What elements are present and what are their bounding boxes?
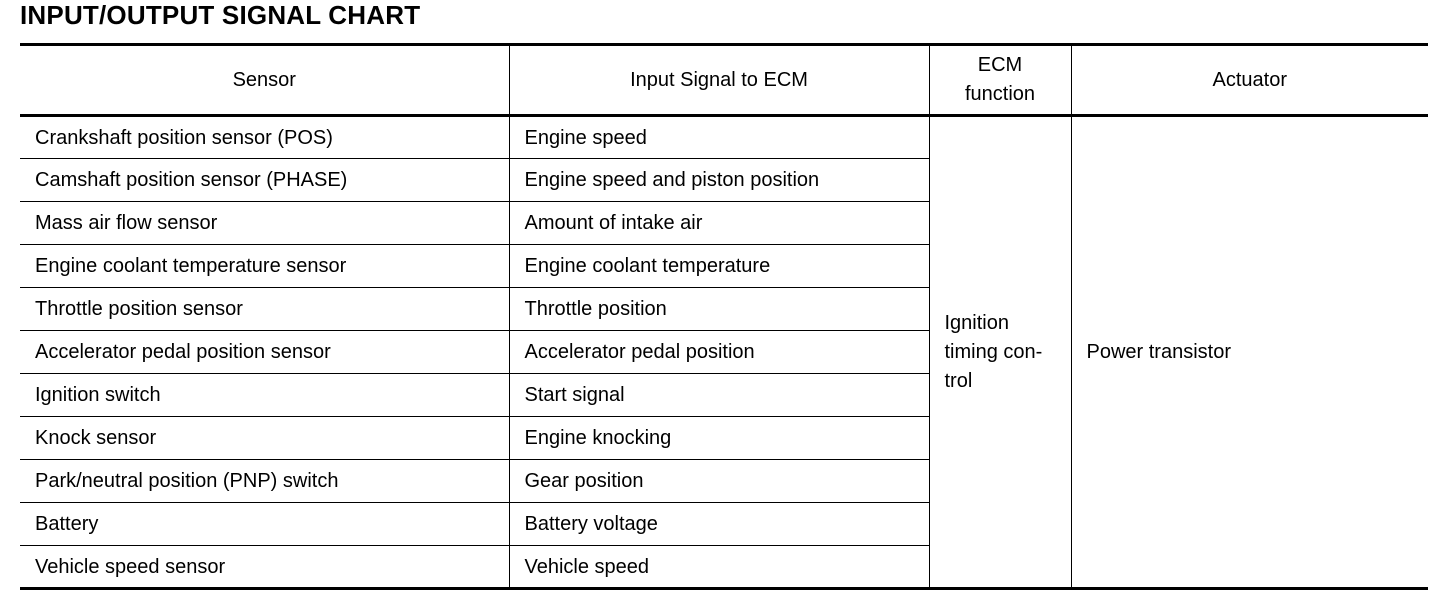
sensor-cell: Throttle position sensor — [20, 288, 509, 331]
input-signal-cell: Accelerator pedal position — [509, 331, 929, 374]
input-signal-cell: Battery voltage — [509, 503, 929, 546]
input-signal-cell: Vehicle speed — [509, 546, 929, 589]
io-signal-table — [20, 43, 1428, 590]
header-input-signal: Input Signal to ECM — [509, 45, 929, 116]
sensor-cell: Engine coolant temperature sensor — [20, 245, 509, 288]
table-row — [20, 116, 1428, 159]
sensor-cell: Battery — [20, 503, 509, 546]
header-actuator: Actuator — [1071, 45, 1428, 116]
sensor-cell: Camshaft position sensor (PHASE) — [20, 159, 509, 202]
header-sensor: Sensor — [20, 45, 509, 116]
table-body — [20, 116, 1428, 589]
sensor-cell: Vehicle speed sensor — [20, 546, 509, 589]
input-signal-cell: Engine speed — [509, 116, 929, 159]
sensor-cell: Accelerator pedal position sensor — [20, 331, 509, 374]
table-header-row — [20, 45, 1428, 116]
input-signal-cell: Throttle position — [509, 288, 929, 331]
sensor-cell: Knock sensor — [20, 417, 509, 460]
ecm-function-label: Ignition timing con- trol — [944, 311, 1043, 392]
input-signal-cell: Start signal — [509, 374, 929, 417]
header-ecm-function-label: ECM function — [964, 54, 1036, 105]
sensor-cell: Crankshaft position sensor (POS) — [20, 116, 509, 159]
header-ecm-function — [929, 45, 1071, 116]
ecm-function-cell — [929, 116, 1071, 589]
input-signal-cell: Amount of intake air — [509, 202, 929, 245]
input-signal-cell: Engine knocking — [509, 417, 929, 460]
input-signal-cell: Gear position — [509, 460, 929, 503]
sensor-cell: Mass air flow sensor — [20, 202, 509, 245]
sensor-cell: Ignition switch — [20, 374, 509, 417]
sensor-cell: Park/neutral position (PNP) switch — [20, 460, 509, 503]
actuator-cell: Power transistor — [1071, 116, 1428, 589]
input-signal-cell: Engine speed and piston position — [509, 159, 929, 202]
page-title: INPUT/OUTPUT SIGNAL CHART — [20, 0, 421, 30]
input-signal-cell: Engine coolant temperature — [509, 245, 929, 288]
